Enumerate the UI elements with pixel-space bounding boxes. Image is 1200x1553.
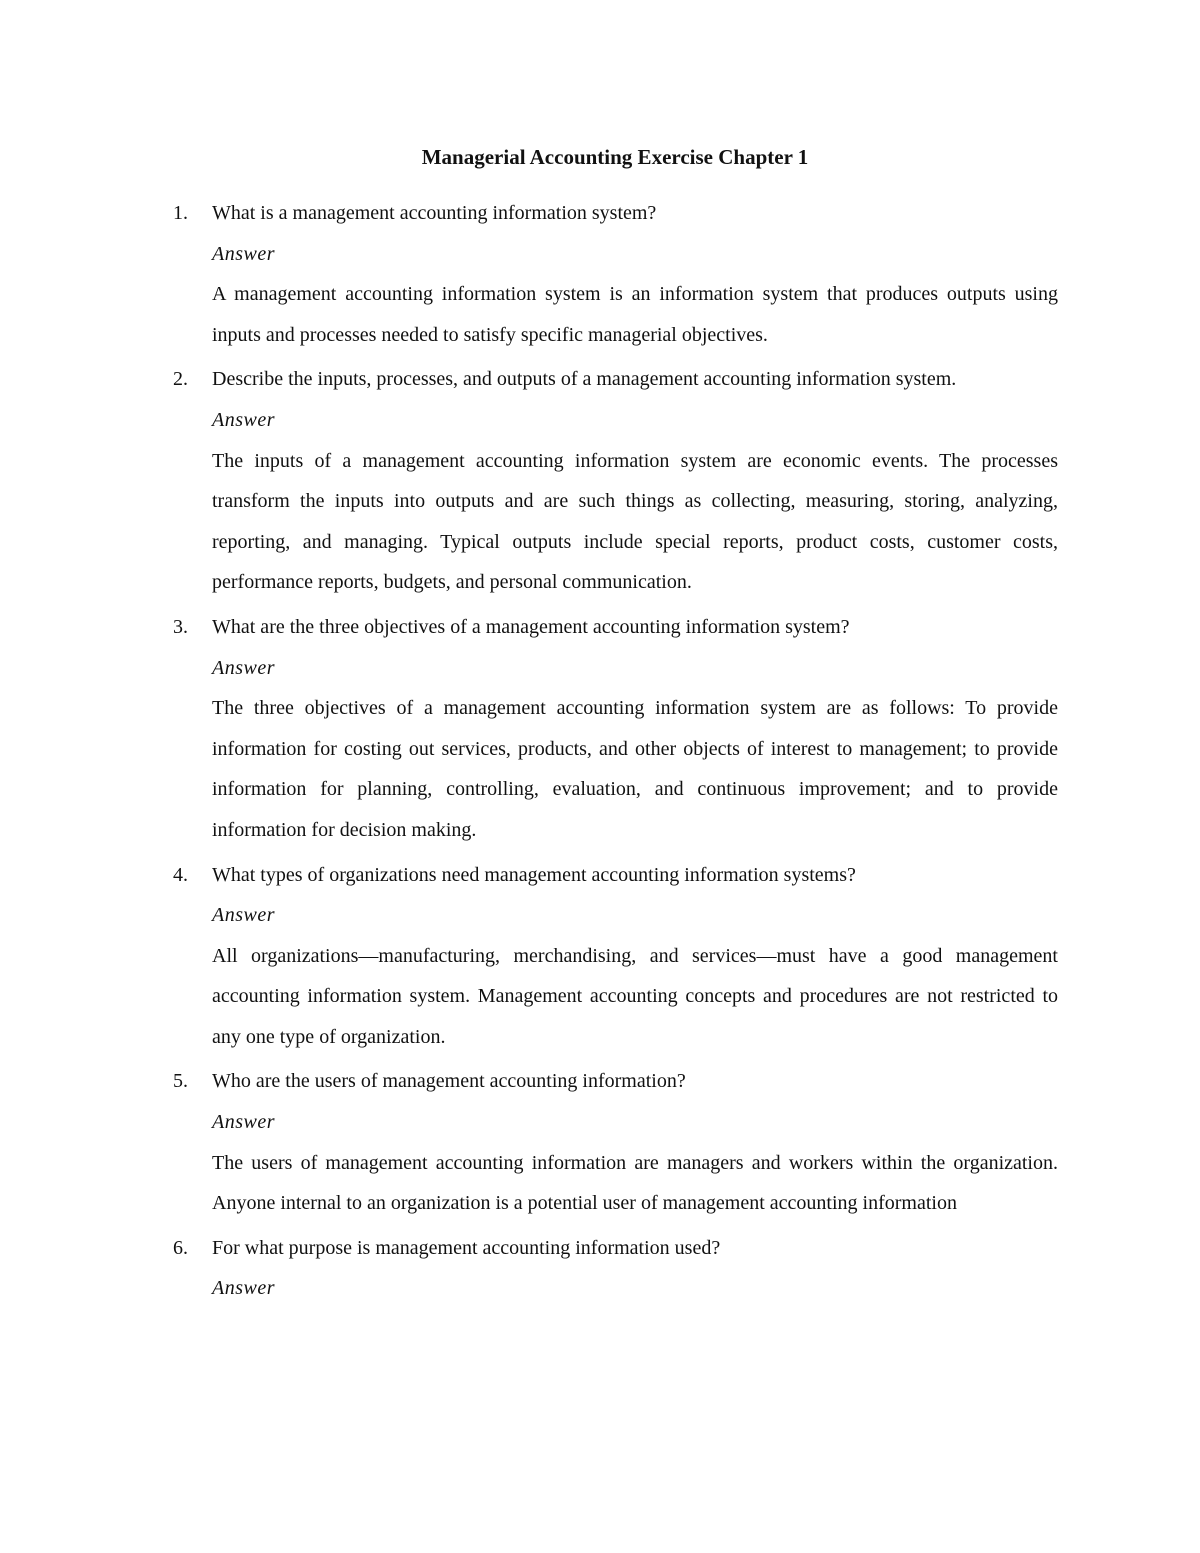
list-item xyxy=(173,607,1058,851)
question-text: What types of organizations need management accounting information systems? xyxy=(212,863,856,886)
question-number: 3. xyxy=(173,615,188,638)
answer-text: A management accounting information system is an information system that produces outputs using inputs and processes needed to satisfy specific managerial objectives. xyxy=(212,283,1058,346)
list-item xyxy=(173,1228,1058,1309)
question-text: What are the three objectives of a management accounting information system? xyxy=(212,615,850,638)
list-item xyxy=(173,359,1058,603)
answer-label: Answer xyxy=(212,408,275,431)
question-number: 1. xyxy=(173,202,188,224)
question-number: 5. xyxy=(173,1070,188,1093)
question-number: 2. xyxy=(173,368,188,391)
answer-label: Answer xyxy=(212,656,275,679)
answer-label: Answer xyxy=(212,1277,275,1300)
answer-text: All organizations—manufacturing, merchandising, and services—must have a good management accounting information system. Management accounting concepts and procedures are not restricted to any one type of organization. xyxy=(212,944,1058,1048)
page-title: Managerial Accounting Exercise Chapter 1 xyxy=(421,145,809,169)
question-list xyxy=(173,193,1058,1309)
question-text: Who are the users of management accounting information? xyxy=(212,1070,686,1093)
answer-text: The inputs of a management accounting information system are economic events. The processes transform the inputs into outputs and are such things as collecting, measuring, storing, analyzing, reporting, and managing. Typical outputs include special reports, product costs, customer costs, performance reports, budgets, and personal communication. xyxy=(212,449,1058,594)
question-number: 4. xyxy=(173,863,188,886)
answer-text: The three objectives of a management accounting information system are as follows: To provide information for costing out services, products, and other objects of interest to management; to provide information for planning, controlling, evaluation, and continuous improvement; and to provide information for decision making. xyxy=(212,697,1058,841)
list-item xyxy=(173,193,1058,355)
answer-label: Answer xyxy=(212,1111,275,1134)
question-number: 6. xyxy=(173,1236,188,1259)
question-text: Describe the inputs, processes, and outputs of a management accounting information system. xyxy=(212,368,957,391)
answer-text: The users of management accounting information are managers and workers within the organization. Anyone internal to an organization is a potential user of management accounting information xyxy=(212,1151,1058,1215)
list-item xyxy=(173,855,1058,1058)
list-item xyxy=(173,1061,1058,1223)
answer-label: Answer xyxy=(212,242,275,265)
question-text: What is a management accounting information system? xyxy=(212,202,657,224)
answer-label: Answer xyxy=(212,904,275,927)
question-text: For what purpose is management accounting information used? xyxy=(212,1236,721,1259)
